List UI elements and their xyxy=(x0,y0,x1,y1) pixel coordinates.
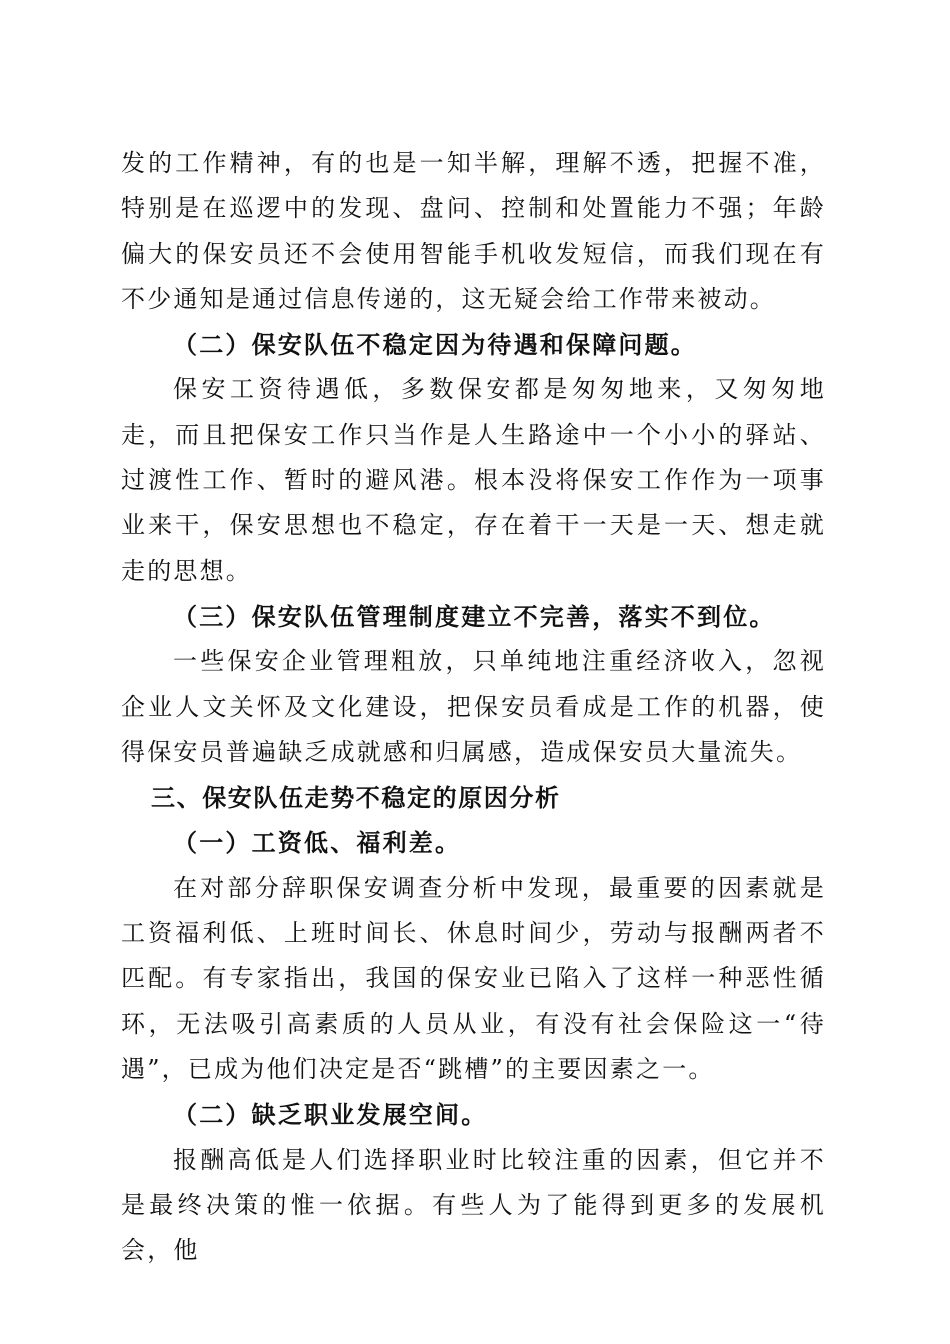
paragraph-resignation-survey: 在对部分辞职保安调查分析中发现，最重要的因素就是工资福利低、上班时间长、休息时间少，劳动与报酬两者不匹配。有专家指出，我国的保安业已陷入了这样一种恶性循环，无法吸引高素质的人员从业，有没有社会保险这一“待遇”，已成为他们决定是否“跳槽”的主要因素之一。 xyxy=(121,873,826,1083)
subheading-low-wages-benefits: （一）工资低、福利差。 xyxy=(173,828,462,858)
paragraph-low-wages: 保安工资待遇低，多数保安都是匆匆地来，又匆匆地走，而且把保安工作只当作是人生路途中一个小小的驿站、过渡性工作、暂时的避风港。根本没将保安工作作为一项事业来干，保安思想也不稳定，存在着干一天是一天、想走就走的思想。 xyxy=(121,375,826,585)
paragraph-continuation: 发的工作精神，有的也是一知半解，理解不透，把握不准，特别是在巡逻中的发现、盘问、控制和处置能力不强；年龄偏大的保安员还不会使用智能手机收发短信，而我们现在有不少通知是通过信息传递的，这无疑会给工作带来被动。 xyxy=(121,149,826,313)
paragraph-management: 一些保安企业管理粗放，只单纯地注重经济收入，忽视企业人文关怀及文化建设，把保安员看成是工作的机器，使得保安员普遍缺乏成就感和归属感，造成保安员大量流失。 xyxy=(121,647,826,766)
subheading-management-system: （三）保安队伍管理制度建立不完善，落实不到位。 xyxy=(173,601,776,631)
subheading-treatment-issues: （二）保安队伍不稳定因为待遇和保障问题。 xyxy=(173,330,697,360)
section-heading-cause-analysis: 三、保安队伍走势不稳定的原因分析 xyxy=(151,783,561,813)
paragraph-career-choice: 报酬高低是人们选择职业时比较注重的因素，但它并不是最终决策的惟一依据。有些人为了能得到更多的发展机会，他 xyxy=(121,1145,826,1265)
subheading-career-development: （二）缺乏职业发展空间。 xyxy=(173,1100,488,1130)
document-body xyxy=(121,141,826,1273)
